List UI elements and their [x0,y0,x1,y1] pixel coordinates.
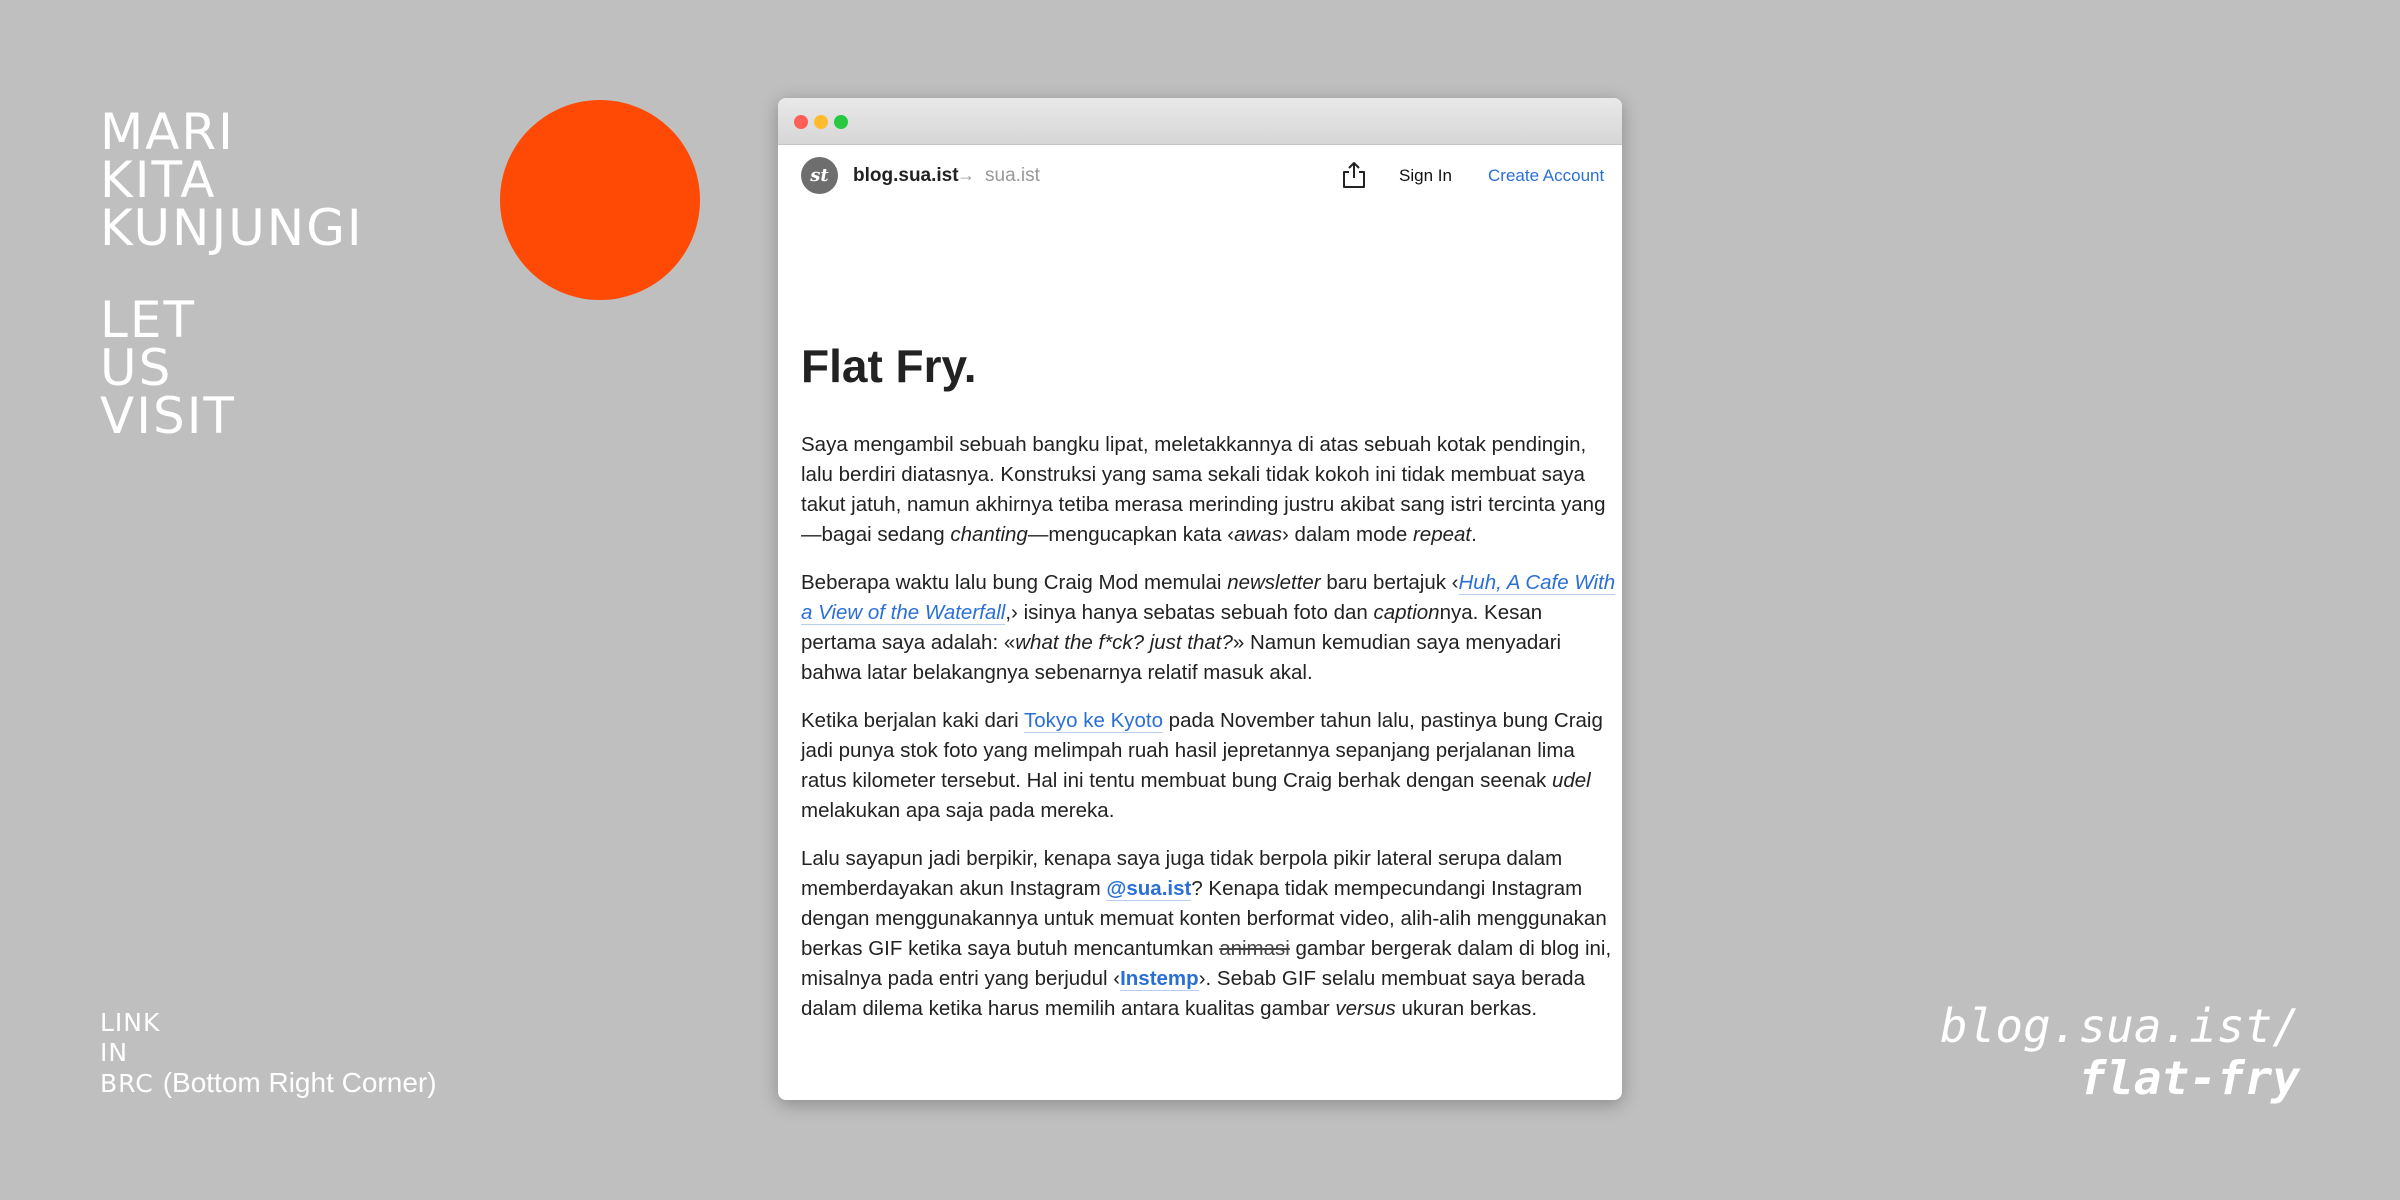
create-account-button[interactable]: Create Account [1488,166,1605,185]
text-run: gambar bergerak dalam di blog ini, misalnya pada entri yang berjudul ‹ [801,937,1612,990]
minimize-window-button[interactable] [814,115,828,129]
link-note-full: (Bottom Right Corner) [162,1067,437,1098]
text-run: Ketika berjalan kaki dari [801,709,1024,732]
text-run: —mengucapkan kata ‹ [1027,523,1235,546]
text-run-italic: what the f*ck? just that? [1015,631,1233,654]
instemp-link[interactable]: Instemp [1120,967,1199,990]
article [801,338,1619,1042]
text-run-italic: udel [1551,769,1591,792]
share-icon[interactable] [1341,161,1367,189]
text-run-italic: chanting [950,523,1028,546]
headline-line: VISIT [100,387,236,445]
close-window-button[interactable] [794,115,808,129]
article-paragraph [801,430,1619,550]
text-run: ? Kenapa tidak mempecundangi Instagram dengan menggunakannya untuk memuat konten berformat video, alih-alih menggunakan berkas GIF ketika saya butuh mencantumkan [801,877,1607,960]
text-run-italic: newsletter [1227,571,1321,594]
text-run-strikethrough: animasi [1219,937,1290,960]
article-title: Flat Fry. [801,340,977,392]
link-note-line: IN [100,1038,129,1067]
text-run-italic: repeat [1412,523,1472,546]
text-run: baru bertajuk ‹ [1320,571,1459,594]
site-navbar [778,145,1622,207]
article-paragraph [801,568,1619,688]
text-run: melakukan apa saja pada mereka. [801,799,1115,822]
text-run: ›. Sebab GIF selalu membuat saya berada dalam dilema ketika harus memilih antara kualitas gambar [801,967,1585,1020]
headline-line: MARI [100,103,235,161]
text-run-italic: caption [1373,601,1440,624]
headline-gap [100,252,364,296]
text-run: ,› isinya hanya sebatas sebuah foto dan [1005,601,1374,624]
red-circle-decoration [500,100,700,300]
link-note-line [100,1068,437,1099]
maximize-window-button[interactable] [834,115,848,129]
link-note [100,1008,437,1099]
site-logo[interactable]: st [801,157,838,194]
link-note-line: LINK [100,1008,161,1037]
text-run: nya. Kesan pertama saya adalah: « [801,601,1543,654]
arrow-right-icon: → [957,165,975,185]
instagram-account-link[interactable]: @sua.ist [1106,877,1192,900]
text-run: pada November tahun lalu, pastinya bung Craig jadi punya stok foto yang melimpah ruah hasil jepretannya sepanjang perjalanan lima ratus kilometer tersebut. Hal ini tentu membuat bung Craig berhak dengan seenak [801,709,1603,792]
browser-window [778,98,1622,1100]
site-name-link[interactable]: blog.sua.ist [853,165,959,186]
text-run: Beberapa waktu lalu bung Craig Mod memulai [801,571,1228,594]
article-paragraph [801,844,1619,1024]
text-run-italic: versus [1335,997,1396,1020]
text-run: » Namun kemudian saya menyadari bahwa latar belakangnya sebenarnya relatif masuk akal. [801,631,1562,684]
sign-in-button[interactable]: Sign In [1399,166,1452,185]
url-line-slug: flat-fry [2078,1051,2300,1105]
poster-headline [100,103,364,445]
link-note-abbr: BRC [100,1069,154,1098]
text-run: › dalam mode [1281,523,1413,546]
headline-line: US [100,339,173,397]
newsletter-link-text[interactable]: Huh, A Cafe With a View of the Waterfall [801,571,1616,624]
tokyo-kyoto-link[interactable]: Tokyo ke Kyoto [1023,709,1163,732]
text-run: Lalu sayapun jadi berpikir, kenapa saya juga tidak berpola pikir lateral serupa dalam memberdayakan akun Instagram [801,847,1563,900]
text-run: ukuran berkas. [1395,997,1538,1020]
window-titlebar [778,98,1622,145]
article-url [1940,1000,2300,1104]
parent-site-link[interactable]: sua.ist [985,165,1040,186]
headline-line: LET [100,291,196,349]
url-line-domain: blog.sua.ist/ [1939,999,2300,1053]
text-run: Saya mengambil sebuah bangku lipat, meletakkannya di atas sebuah kotak pendingin, lalu berdiri diatasnya. Konstruksi yang sama sekali tidak kokoh ini tidak membuat saya takut jatuh, namun akhirnya tetiba merasa merinding justru akibat sang istri tercinta yang—bagai sedang [801,433,1606,546]
text-run-italic: awas [1234,523,1282,546]
headline-line: KITA [100,151,217,209]
headline-line: KUNJUNGI [100,199,364,257]
text-run: . [1471,523,1477,546]
article-paragraph [801,706,1619,826]
